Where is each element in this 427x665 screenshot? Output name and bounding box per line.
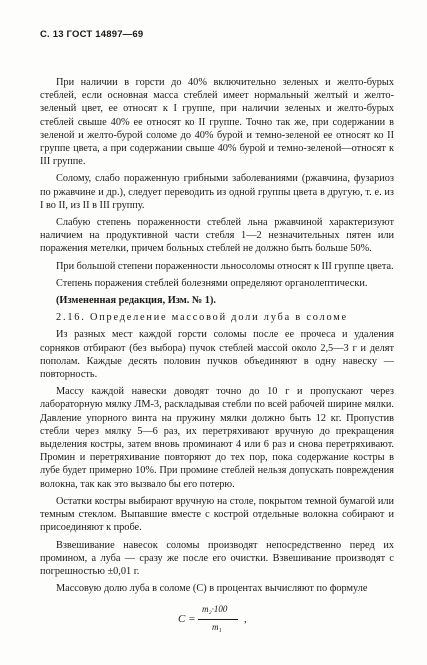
formula-denominator: m₁ xyxy=(212,622,222,632)
amendment-note: (Измененная редакция, Изм. № 1). xyxy=(56,295,216,307)
page-header: С. 13 ГОСТ 14897—69 xyxy=(40,29,144,40)
section-heading: 2.16. Определение массовой доли луба в соломе xyxy=(56,312,348,324)
formula-lhs: C = xyxy=(178,613,196,625)
paragraph: Слабую степень пораженности стеблей льна ржавчиной характеризуют наличием на продуктивной части стебля 1—2 незначительных пятен или поражения метелки, причем больных стеблей не должно быть больше 50%. xyxy=(40,217,394,255)
paragraph: Остатки костры выбирают вручную на столе, покрытом темной бумагой или темным стеклом. Выпавшие вместе с кострой отдельные волокна собирают и присоединяют к пробе. xyxy=(40,495,394,534)
paragraph: Массовую долю луба в соломе (C) в процентах вычисляют по формуле xyxy=(56,583,368,595)
formula-numerator: m₂·100 xyxy=(202,604,228,614)
document-body xyxy=(40,76,394,599)
fraction-bar xyxy=(198,619,238,620)
paragraph: Степень поражения стеблей болезнями определяют органолептически. xyxy=(56,277,368,289)
paragraph: Солому, слабо пораженную грибными заболеваниями (ржавчина, фузариоз по ржавчине и др.), следует переводить из одной группы цвета в другую, т. е. из I во II, из II в III группу. xyxy=(40,173,394,211)
paragraph: При наличии в горсти до 40% включительно зеленых и желто-бурых стеблей, если основная масса стеблей имеет нормальный желтый и желто-зеленый цвет, ее относят к I группе, при наличии зеленых и желто-бурых стеблей свыше 40% ее относят ко II группе. Точно так же, при содержании в зеленой и желто-бурой соломе до 40% бурой и темно-зеленой ее относят ко II группе цвета, а при содержании свыше 40% бурой и темно-зеленой—относят к III группе. xyxy=(40,77,394,168)
paragraph: Массу каждой навески доводят точно до 10 г и пропускают через лабораторную мялку ЛМ-3, раскладывая стебли по всей рабочей ширине мялки. Давление упорного винта на пружину мялки должно быть 12 кг. Пропустив стебли через мялку 5—6 раз, их перетряхивают вручную до прекращения выделения костры, затем вновь проминают 4 или 6 раз и снова перетряхивают. Промин и перетряхивание повторяют до тех пор, пока содержание костры в лубе будет примерно 10%. При промине стеблей нельзя допускать повреждения волокна, так как это вызвало бы его потерю. xyxy=(40,386,394,490)
formula xyxy=(178,602,298,642)
paragraph: Из разных мест каждой горсти соломы после ее прочеса и удаления сорняков отбирают (без выбора) пучок стеблей массой около 2,5—3 г и делят пополам. Каждые десять половин пучков объединяют в одну навеску — повторность. xyxy=(40,329,394,381)
paragraph: При большой степени пораженности льносоломы относят к III группе цвета. xyxy=(56,260,394,272)
formula-comma: , xyxy=(244,613,247,625)
paragraph: Взвешивание навесок соломы производят непосредственно перед их промином, а луба — сразу же после его очистки. Взвешивание производят с погрешностью ±0,01 г. xyxy=(40,539,394,577)
